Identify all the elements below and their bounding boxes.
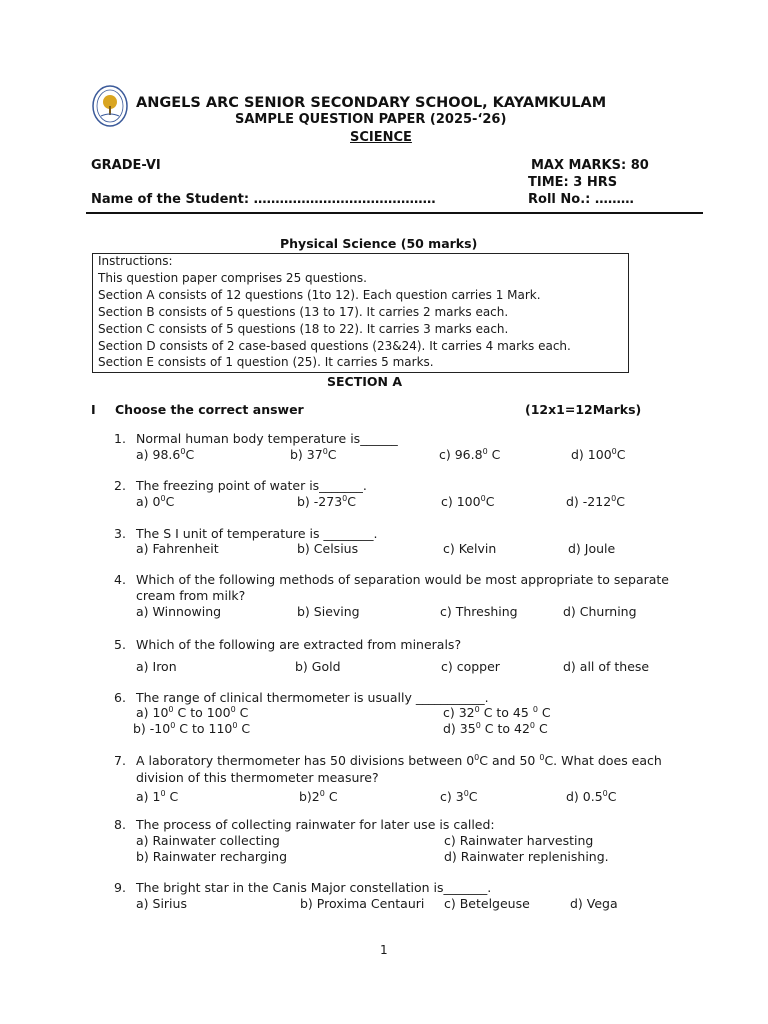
option-c: c) copper [441, 659, 500, 674]
question-text: The S I unit of temperature is ________. [136, 526, 378, 541]
option-d: d) Joule [568, 541, 616, 556]
option-a: a) Iron [136, 659, 177, 674]
question-number: 8. [114, 817, 126, 832]
school-name: ANGELS ARC SENIOR SECONDARY SCHOOL, KAYAMKULAM [136, 95, 607, 111]
option-d: d) Churning [563, 604, 637, 619]
option-b: b) $-10^0$ C to $110^0$ C [133, 720, 251, 736]
option-b: b) Rainwater recharging [136, 849, 288, 864]
option-c: c) Kelvin [443, 541, 497, 556]
question-text: The freezing point of water is_______. [136, 478, 367, 493]
school-logo-icon [91, 84, 129, 128]
option-d: d) $-212^0C$ [566, 493, 625, 509]
option-c: c) 96.8$^0$ C [439, 446, 501, 462]
question-text: cream from milk? [136, 588, 246, 603]
section-a-heading: SECTION A [327, 374, 403, 389]
option-a: a) 98.6$^0$C [136, 446, 195, 462]
subject-title: SCIENCE [350, 130, 412, 145]
question-number: 9. [114, 880, 126, 895]
option-a: a) Rainwater collecting [136, 833, 280, 848]
option-c: c) Betelgeuse [444, 896, 530, 911]
instruction-line: Section A consists of 12 questions (1to 12). Each question carries 1 Mark. [98, 288, 541, 302]
question-text: The range of clinical thermometer is usually ___________. [136, 690, 489, 705]
option-b: $b)2^0$ C [299, 788, 338, 804]
option-b: b) Proxima Centauri [300, 896, 425, 911]
option-b: b) $-273^0C$ [297, 493, 356, 509]
option-a: a) $1^0$ C [136, 788, 179, 804]
question-text: Which of the following methods of separation would be most appropriate to separate [136, 572, 670, 587]
option-d: d) Rainwater replenishing. [444, 849, 609, 864]
instruction-line: Section C consists of 5 questions (18 to 22). It carries 3 marks each. [98, 322, 509, 336]
question-number: 7. [114, 753, 126, 768]
option-a: a) Sirius [136, 896, 187, 911]
option-a: a) $0^0C$ [136, 493, 175, 509]
section-heading: Physical Science (50 marks) [280, 236, 478, 251]
option-a: a) Fahrenheit [136, 541, 219, 556]
question-text: The process of collecting rainwater for later use is called: [136, 817, 495, 832]
instruction-line: Instructions: [98, 254, 173, 268]
option-b: b) Gold [295, 659, 341, 674]
question-number: 3. [114, 526, 126, 541]
roll-number-field: Roll No.: ……… [528, 192, 634, 207]
option-c: c) $32^0$ C to 45 $^0$ C [443, 704, 551, 720]
option-b: b) Sieving [297, 604, 360, 619]
question-number: 1. [114, 431, 126, 446]
option-c: c) $3^0C$ [440, 788, 478, 804]
option-c: c) Threshing [440, 604, 518, 619]
option-a: a) $10^0$ C to $100^0$ C [136, 704, 249, 720]
part-title: Choose the correct answer [115, 402, 304, 417]
option-c: c) $100^0C$ [441, 493, 495, 509]
question-number: 2. [114, 478, 126, 493]
instruction-line: Section B consists of 5 questions (13 to 17). It carries 2 marks each. [98, 305, 509, 319]
header-divider [86, 212, 703, 214]
option-b: b) Celsius [297, 541, 359, 556]
max-marks: MAX MARKS: 80 [531, 158, 649, 173]
instruction-line: Section E consists of 1 question (25). It carries 5 marks. [98, 355, 434, 369]
question-text: Which of the following are extracted from minerals? [136, 637, 462, 652]
option-d: d) $35^0$ C to $42^0$ C [443, 720, 548, 736]
option-b: b) $37^0C$ [290, 446, 337, 462]
option-d: d) $0.5^0C$ [566, 788, 617, 804]
paper-title: SAMPLE QUESTION PAPER (2025-‘26) [235, 112, 507, 127]
option-d: d) Vega [570, 896, 618, 911]
option-c: c) Rainwater harvesting [444, 833, 594, 848]
part-marks: (12x1=12Marks) [525, 402, 642, 417]
question-text: A laboratory thermometer has 50 divisions between $0^0C$ and 50 $^0$C. What does each [136, 752, 662, 768]
student-name-field: Name of the Student: …………………………………… [91, 192, 436, 207]
option-d: d) all of these [563, 659, 650, 674]
part-number: I [91, 402, 96, 417]
instruction-line: Section D consists of 2 case-based questions (23&24). It carries 4 marks each. [98, 339, 571, 353]
question-number: 6. [114, 690, 126, 705]
page-number: 1 [380, 943, 388, 957]
time-label: TIME: 3 HRS [528, 175, 618, 190]
question-text: Normal human body temperature is______ [136, 431, 398, 446]
question-number: 5. [114, 637, 126, 652]
grade-label: GRADE-VI [91, 158, 161, 173]
question-text: division of this thermometer measure? [136, 770, 379, 785]
instructions-box [92, 253, 629, 373]
instruction-line: This question paper comprises 25 questions. [98, 271, 367, 285]
question-number: 4. [114, 572, 126, 587]
question-text: The bright star in the Canis Major constellation is_______. [136, 880, 492, 895]
option-a: a) Winnowing [136, 604, 222, 619]
option-d: d) $100^0C$ [571, 446, 626, 462]
